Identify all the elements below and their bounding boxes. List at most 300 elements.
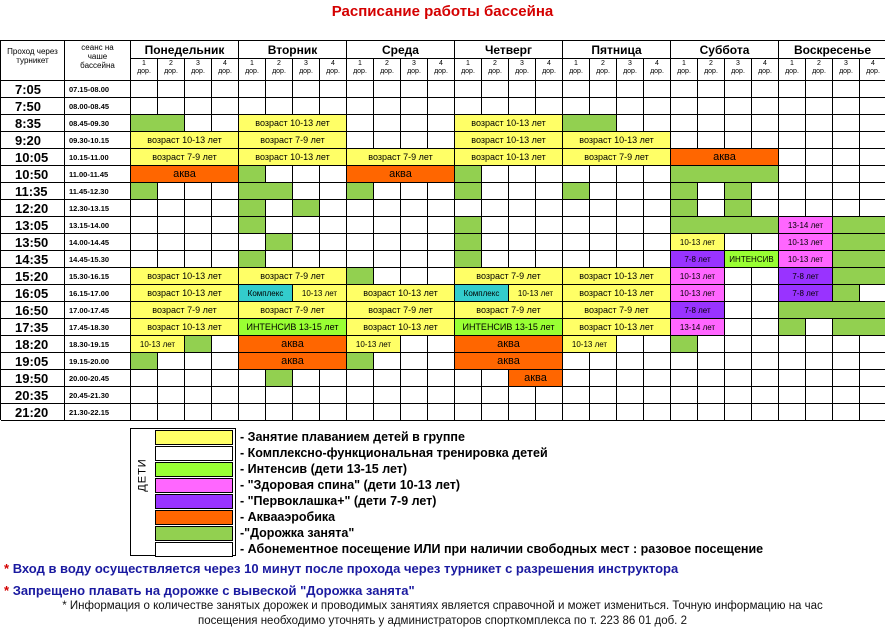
schedule-block-group: 10-13 лет (563, 336, 617, 353)
lane-cell (212, 200, 239, 217)
lane-cell (752, 319, 779, 336)
schedule-block-busy (833, 285, 860, 302)
lane-cell (617, 217, 644, 234)
lane-cell (374, 183, 401, 200)
lane-cell (752, 98, 779, 115)
lane-cell (536, 387, 563, 404)
schedule-block-busy (563, 183, 590, 200)
schedule-block-aqua: аква (239, 336, 347, 353)
lane-cell (401, 353, 428, 370)
lane-cell (320, 183, 347, 200)
lane-cell (401, 268, 428, 285)
entry-time: 10:50 (1, 166, 65, 183)
lane-cell (833, 370, 860, 387)
lane-cell (266, 200, 293, 217)
lane-cell (860, 149, 885, 166)
schedule-block-firstgrade: 7-8 лет (671, 251, 725, 268)
lane-cell (779, 370, 806, 387)
lane-cell (428, 404, 455, 421)
lane-cell (428, 268, 455, 285)
lane-cell (185, 98, 212, 115)
schedule-block-group: возраст 10-13 лет (131, 285, 239, 302)
lane-cell (482, 370, 509, 387)
lane-header: 4 дор. (212, 59, 239, 81)
lane-cell (509, 81, 536, 98)
day-header: Четверг (455, 41, 563, 59)
lane-cell (509, 183, 536, 200)
lane-cell (644, 81, 671, 98)
lane-cell (131, 217, 158, 234)
lane-cell (617, 115, 644, 132)
entry-time: 19:50 (1, 370, 65, 387)
lane-cell (428, 81, 455, 98)
session-time: 20.00-20.45 (65, 370, 131, 387)
lane-cell (563, 81, 590, 98)
day-header: Воскресенье (779, 41, 885, 59)
entry-time: 7:50 (1, 98, 65, 115)
legend-text: - "Первоклашка+" (дети 7-9 лет) (240, 494, 437, 508)
lane-cell (347, 115, 374, 132)
lane-cell (212, 81, 239, 98)
schedule-block-busy (833, 251, 885, 268)
lane-cell (320, 217, 347, 234)
entry-time: 12:20 (1, 200, 65, 217)
lane-cell (806, 149, 833, 166)
schedule-block-firstgrade: 7-8 лет (779, 268, 833, 285)
lane-cell (293, 387, 320, 404)
lane-cell (644, 370, 671, 387)
lane-cell (563, 353, 590, 370)
lane-cell (833, 200, 860, 217)
lane-cell (347, 132, 374, 149)
lane-cell (185, 183, 212, 200)
lane-cell (347, 370, 374, 387)
lane-header: 4 дор. (536, 59, 563, 81)
turnstile-header: Проход через турникет (1, 41, 65, 81)
lane-cell (563, 404, 590, 421)
lane-cell (482, 81, 509, 98)
lane-cell (347, 387, 374, 404)
lane-cell (617, 387, 644, 404)
session-time: 16.15-17.00 (65, 285, 131, 302)
session-time: 21.30-22.15 (65, 404, 131, 421)
day-header: Понедельник (131, 41, 239, 59)
session-time: 14.45-15.30 (65, 251, 131, 268)
lane-cell (401, 81, 428, 98)
lane-cell (644, 353, 671, 370)
lane-cell (374, 268, 401, 285)
lane-cell (833, 98, 860, 115)
lane-header: 3 дор. (293, 59, 320, 81)
lane-cell (374, 217, 401, 234)
lane-cell (131, 81, 158, 98)
schedule-block-aqua: аква (671, 149, 779, 166)
footer-note: * Информация о количестве занятых дорожек и проводимых занятиях является справочной и может измениться. Точную информацию на час посещения необходимо уточнять у администраторов спорткомплекса по т. 223 86 01 доб. 2 (62, 600, 823, 627)
entry-time: 19:05 (1, 353, 65, 370)
session-time: 12.30-13.15 (65, 200, 131, 217)
schedule-block-spine: 10-13 лет (779, 234, 833, 251)
session-header: сеанс на чаше бассейна (65, 41, 131, 81)
lane-cell (833, 81, 860, 98)
day-header: Суббота (671, 41, 779, 59)
lane-cell (239, 98, 266, 115)
lane-cell (860, 387, 885, 404)
lane-cell (617, 234, 644, 251)
legend-text: - "Здоровая спина" (дети 10-13 лет) (240, 478, 461, 492)
lane-cell (563, 387, 590, 404)
lane-cell (428, 387, 455, 404)
schedule-block-busy (671, 200, 698, 217)
lane-cell (833, 183, 860, 200)
lane-cell (806, 132, 833, 149)
lane-cell (590, 404, 617, 421)
lane-cell (590, 251, 617, 268)
schedule-block-busy (293, 200, 320, 217)
lane-cell (779, 81, 806, 98)
lane-cell (671, 81, 698, 98)
lane-cell (401, 200, 428, 217)
lane-cell (617, 98, 644, 115)
day-header: Вторник (239, 41, 347, 59)
lane-cell (428, 217, 455, 234)
lane-cell (860, 166, 885, 183)
lane-cell (239, 234, 266, 251)
lane-cell (698, 81, 725, 98)
lane-cell (698, 132, 725, 149)
schedule-block-busy (185, 336, 212, 353)
schedule-block-group: возраст 7-9 лет (239, 268, 347, 285)
schedule-block-busy (833, 234, 885, 251)
lane-cell (374, 81, 401, 98)
lane-header: 1 дор. (671, 59, 698, 81)
schedule-block-busy (239, 166, 266, 183)
schedule-block-group: возраст 7-9 лет (563, 149, 671, 166)
entry-time: 13:50 (1, 234, 65, 251)
schedule-block-aqua: аква (347, 166, 455, 183)
schedule-block-busy (671, 166, 779, 183)
lane-header: 1 дор. (455, 59, 482, 81)
schedule-block-busy (266, 370, 293, 387)
schedule-block-group: возраст 7-9 лет (239, 132, 347, 149)
schedule-block-group: возраст 10-13 лет (563, 268, 671, 285)
schedule-block-group: 10-13 лет (671, 234, 725, 251)
lane-cell (158, 200, 185, 217)
lane-cell (320, 370, 347, 387)
lane-cell (725, 81, 752, 98)
lane-header: 3 дор. (725, 59, 752, 81)
lane-cell (455, 387, 482, 404)
lane-cell (401, 251, 428, 268)
lane-cell (401, 336, 428, 353)
lane-cell (374, 132, 401, 149)
lane-cell (509, 217, 536, 234)
lane-cell (428, 336, 455, 353)
lane-cell (185, 370, 212, 387)
schedule-block-group: возраст 7-9 лет (455, 302, 563, 319)
lane-cell (860, 285, 885, 302)
schedule-block-group: возраст 7-9 лет (347, 149, 455, 166)
lane-cell (509, 234, 536, 251)
lane-header: 2 дор. (590, 59, 617, 81)
lane-cell (752, 285, 779, 302)
lane-cell (428, 183, 455, 200)
lane-cell (158, 251, 185, 268)
legend-swatch-free (155, 542, 233, 557)
lane-header: 3 дор. (185, 59, 212, 81)
lane-cell (833, 115, 860, 132)
schedule-block-busy (347, 183, 374, 200)
lane-cell (158, 217, 185, 234)
lane-cell (131, 251, 158, 268)
lane-cell (860, 353, 885, 370)
lane-cell (266, 98, 293, 115)
lane-cell (428, 132, 455, 149)
lane-header: 3 дор. (617, 59, 644, 81)
schedule-block-group: возраст 10-13 лет (347, 319, 455, 336)
lane-cell (374, 200, 401, 217)
lane-cell (509, 98, 536, 115)
lane-cell (401, 98, 428, 115)
entry-time: 16:50 (1, 302, 65, 319)
lane-cell (725, 98, 752, 115)
schedule-block-busy (833, 319, 885, 336)
lane-header: 4 дор. (860, 59, 885, 81)
lane-cell (158, 353, 185, 370)
lane-cell (563, 98, 590, 115)
schedule-block-busy (347, 268, 374, 285)
lane-cell (725, 115, 752, 132)
lane-cell (131, 98, 158, 115)
lane-cell (401, 404, 428, 421)
lane-header: 1 дор. (131, 59, 158, 81)
lane-cell (401, 234, 428, 251)
lane-cell (617, 183, 644, 200)
lane-cell (725, 404, 752, 421)
lane-cell (482, 166, 509, 183)
session-time: 19.15-20.00 (65, 353, 131, 370)
lane-cell (725, 370, 752, 387)
session-time: 08.45-09.30 (65, 115, 131, 132)
lane-cell (239, 370, 266, 387)
lane-cell (158, 404, 185, 421)
legend-text: -"Дорожка занята" (240, 526, 355, 540)
lane-cell (860, 132, 885, 149)
schedule-block-group: возраст 7-9 лет (131, 302, 239, 319)
lane-cell (320, 81, 347, 98)
schedule-table (0, 40, 885, 420)
lane-cell (293, 98, 320, 115)
schedule-block-firstgrade: 7-8 лет (779, 285, 833, 302)
lane-cell (482, 387, 509, 404)
lane-cell (401, 370, 428, 387)
legend-swatch-free (155, 446, 233, 461)
legend-text: - Интенсив (дети 13-15 лет) (240, 462, 408, 476)
lane-cell (833, 404, 860, 421)
entry-note: * Вход в воду осуществляется через 10 минут после прохода через турникет с разрешения инструктора (4, 561, 679, 576)
lane-cell (860, 404, 885, 421)
lane-cell (347, 81, 374, 98)
schedule-block-aqua: аква (455, 336, 563, 353)
schedule-block-busy (671, 217, 779, 234)
session-time: 18.30-19.15 (65, 336, 131, 353)
lane-cell (698, 336, 725, 353)
lane-cell (428, 251, 455, 268)
lane-cell (671, 98, 698, 115)
lane-cell (455, 404, 482, 421)
lane-cell (779, 200, 806, 217)
lane-cell (320, 387, 347, 404)
lane-cell (374, 404, 401, 421)
lane-cell (482, 217, 509, 234)
lane-cell (185, 115, 212, 132)
lane-cell (833, 132, 860, 149)
schedule-block-group: 10-13 лет (293, 285, 347, 302)
lane-cell (212, 251, 239, 268)
lane-cell (401, 115, 428, 132)
lane-cell (374, 115, 401, 132)
entry-time: 9:20 (1, 132, 65, 149)
lane-cell (266, 166, 293, 183)
lane-cell (752, 183, 779, 200)
schedule-block-spine: 10-13 лет (671, 268, 725, 285)
lane-cell (563, 217, 590, 234)
schedule-block-aqua: аква (131, 166, 239, 183)
lane-cell (752, 302, 779, 319)
lane-cell (482, 200, 509, 217)
lane-cell (428, 353, 455, 370)
lane-cell (131, 200, 158, 217)
lane-cell (158, 370, 185, 387)
lane-cell (185, 404, 212, 421)
session-time: 13.15-14.00 (65, 217, 131, 234)
legend-text: - Занятие плаванием детей в группе (240, 430, 465, 444)
lane-cell (563, 200, 590, 217)
entry-time: 16:05 (1, 285, 65, 302)
lane-cell (401, 217, 428, 234)
lane-cell (347, 217, 374, 234)
lane-cell (536, 81, 563, 98)
lane-header: 4 дор. (752, 59, 779, 81)
lane-header: 3 дор. (833, 59, 860, 81)
lane-cell (617, 353, 644, 370)
lane-cell (455, 200, 482, 217)
lane-cell (428, 200, 455, 217)
lane-cell (779, 149, 806, 166)
lane-cell (806, 183, 833, 200)
lane-cell (536, 183, 563, 200)
lane-cell (374, 98, 401, 115)
schedule-block-complex: Комплекс (455, 285, 509, 302)
lane-cell (644, 387, 671, 404)
lane-cell (347, 251, 374, 268)
lane-cell (158, 387, 185, 404)
lane-cell (428, 234, 455, 251)
lane-cell (725, 319, 752, 336)
lane-cell (536, 166, 563, 183)
lane-cell (698, 353, 725, 370)
lane-cell (644, 336, 671, 353)
lane-header: 2 дор. (698, 59, 725, 81)
schedule-block-group: возраст 7-9 лет (563, 302, 671, 319)
lane-cell (644, 183, 671, 200)
lane-cell (698, 370, 725, 387)
schedule-block-aqua: аква (509, 370, 563, 387)
schedule-block-group: возраст 10-13 лет (455, 115, 563, 132)
lane-cell (806, 370, 833, 387)
lane-cell (644, 166, 671, 183)
session-time: 10.15-11.00 (65, 149, 131, 166)
lane-cell (779, 98, 806, 115)
lane-cell (212, 234, 239, 251)
schedule-block-busy (131, 183, 158, 200)
lane-cell (374, 234, 401, 251)
lane-cell (779, 115, 806, 132)
lane-cell (158, 81, 185, 98)
lane-header: 1 дор. (779, 59, 806, 81)
lane-cell (293, 404, 320, 421)
lane-cell (671, 353, 698, 370)
session-time: 15.30-16.15 (65, 268, 131, 285)
lane-cell (752, 132, 779, 149)
lane-cell (698, 98, 725, 115)
schedule-block-busy (671, 336, 698, 353)
entry-time: 17:35 (1, 319, 65, 336)
lane-cell (644, 404, 671, 421)
schedule-block-group: 10-13 лет (347, 336, 401, 353)
session-time: 08.00-08.45 (65, 98, 131, 115)
lane-cell (590, 166, 617, 183)
page-title: Расписание работы бассейна (331, 3, 554, 20)
lane-header: 1 дор. (563, 59, 590, 81)
lane-cell (590, 370, 617, 387)
schedule-block-busy (266, 234, 293, 251)
lane-cell (185, 200, 212, 217)
lane-cell (212, 387, 239, 404)
lane-cell (779, 404, 806, 421)
lane-cell (752, 234, 779, 251)
lane-cell (212, 353, 239, 370)
schedule-block-group: возраст 10-13 лет (347, 285, 455, 302)
lane-cell (860, 370, 885, 387)
schedule-block-busy (131, 115, 185, 132)
lane-cell (212, 404, 239, 421)
legend-swatch-intensive (155, 462, 233, 477)
lane-cell (752, 370, 779, 387)
schedule-block-busy (779, 302, 885, 319)
lane-cell (617, 336, 644, 353)
schedule-block-intensive: ИНТЕНСИВ 13-15 лет (455, 319, 563, 336)
lane-header: 2 дор. (806, 59, 833, 81)
lane-cell (590, 387, 617, 404)
lane-cell (266, 251, 293, 268)
lane-cell (320, 98, 347, 115)
lane-cell (671, 370, 698, 387)
lane-cell (266, 217, 293, 234)
lane-cell (698, 387, 725, 404)
lane-cell (806, 404, 833, 421)
lane-cell (752, 268, 779, 285)
schedule-block-busy (725, 183, 752, 200)
schedule-block-busy (239, 200, 266, 217)
schedule-block-group: возраст 10-13 лет (239, 149, 347, 166)
lane-cell (158, 183, 185, 200)
legend-swatch-spine (155, 478, 233, 493)
lane-cell (428, 370, 455, 387)
lane-cell (131, 404, 158, 421)
schedule-block-spine: 13-14 лет (779, 217, 833, 234)
lane-cell (185, 251, 212, 268)
lane-cell (752, 81, 779, 98)
